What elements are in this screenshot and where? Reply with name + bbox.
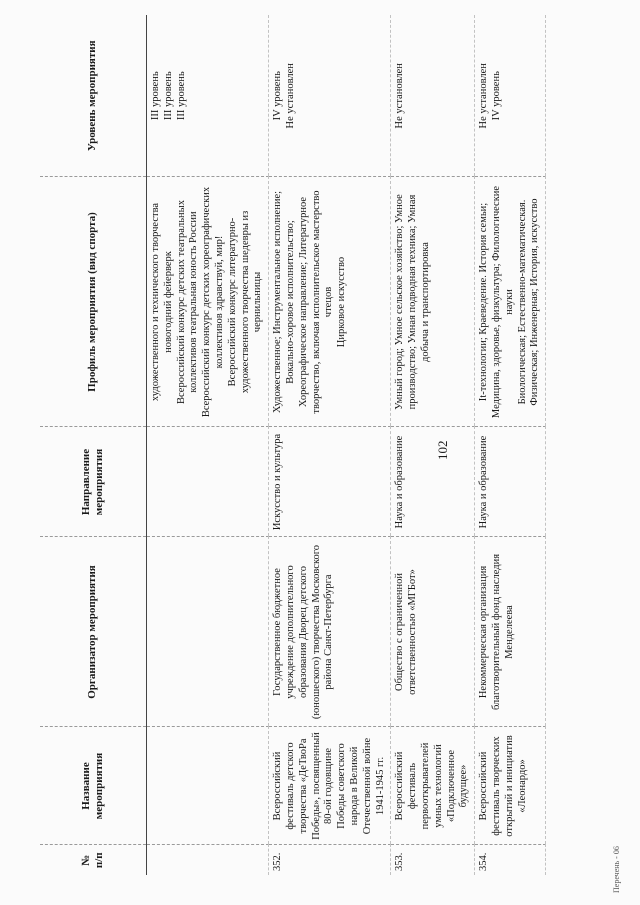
- cell-event-name: [147, 727, 269, 845]
- header-level: Уровень мероприятия: [40, 15, 147, 177]
- level-line: III уровень: [175, 71, 187, 121]
- profile-line: Цирковое искусство: [336, 256, 348, 348]
- level-line: III уровень: [150, 71, 161, 121]
- header-direction: Направление мероприятия: [40, 427, 147, 537]
- cell-level: [269, 15, 391, 177]
- cell-profile: [147, 177, 269, 427]
- table-row: [391, 15, 475, 875]
- table-row: [269, 15, 391, 875]
- profile-line: Всероссийский конкурс детских хореографических коллективов здравствуй, мир!: [201, 186, 225, 418]
- footer-note: Перечень - 06: [612, 846, 621, 893]
- profile-line: Всероссийский конкурс литературно-художественного творчества шедевры из чернильницы: [226, 210, 264, 394]
- cell-event-name: Всероссийский фестиваль первооткрывателей умных технологий «Подключенное будущее»: [391, 727, 475, 845]
- level-line: IV уровень: [272, 71, 284, 121]
- header-event-name: Название мероприятия: [40, 727, 147, 845]
- cell-organizer: Некоммерческая организация благотворительный фонд наследия Менделеева: [475, 537, 546, 727]
- cell-direction: Наука и образование: [391, 427, 475, 537]
- events-table: [40, 15, 546, 875]
- profile-line: Художественное; Инструментальное исполнение; Вокально-хоровое исполнительство; Хореографическое направление; Литературное творчество, включая исполнительское мастерство чтецов: [272, 190, 335, 414]
- level-line: III уровень: [162, 71, 174, 121]
- profile-line: Всероссийский конкурс детских театральных коллективов театральная юность России: [175, 200, 200, 404]
- cell-organizer: Общество с ограниченной ответственностью «МГБот»: [391, 537, 475, 727]
- cell-level: [391, 15, 475, 177]
- profile-line: Умный город; Умное сельское хозяйство; Умное производство; Умная подводная техника; Умная добыча и транспортировка: [394, 194, 431, 410]
- cell-number: [147, 845, 269, 875]
- cell-number: 352.: [269, 845, 391, 875]
- cell-direction: [147, 427, 269, 537]
- cell-organizer: Государственное бюджетное учреждение дополнительного образования Дворец детского (юношеского) творчества Московского района Санкт-Петербурга: [269, 537, 391, 727]
- cell-level: [147, 15, 269, 177]
- table-header-row: [40, 15, 147, 875]
- cell-profile: [475, 177, 546, 427]
- cell-profile: [269, 177, 391, 427]
- level-line: Не установлен: [284, 63, 296, 129]
- level-line: Не установлен: [394, 63, 406, 129]
- level-line: Не установлен: [478, 63, 490, 129]
- cell-event-name: Всероссийский фестиваль творческих открытий и инициатив «Леонардо»: [475, 727, 546, 845]
- page-number: 102: [435, 440, 450, 460]
- profile-line: Биологическая; Естественно-математическая. Физическая; Инженерная; История, искусство: [516, 198, 541, 406]
- cell-direction: Искусство и культура: [269, 427, 391, 537]
- header-number: № п/п: [40, 845, 147, 875]
- header-organizer: Организатор мероприятия: [40, 537, 147, 727]
- table-row-continued: [147, 15, 269, 875]
- cell-profile: [391, 177, 475, 427]
- cell-direction: Наука и образование: [475, 427, 546, 537]
- table-row: [475, 15, 546, 875]
- cell-event-name: Всероссийский фестиваль детского творчества «ДеТвоРа Победы», посвященный 80-ой годовщине Победы советского народа в Великой Отечественной войне 1941-1945 гг.: [269, 727, 391, 845]
- cell-level: [475, 15, 546, 177]
- header-profile: Профиль мероприятия (вид спорта): [40, 177, 147, 427]
- profile-line: художественного и технического творчества новогодний фейерверк: [150, 202, 174, 402]
- level-line: IV уровень: [490, 71, 502, 121]
- cell-number: 354.: [475, 845, 546, 875]
- cell-number: 353.: [391, 845, 475, 875]
- profile-line: It-технологии; Краеведение. История семьи; Медицина, здоровье, физкультура; Филологические науки: [478, 185, 515, 419]
- cell-organizer: [147, 537, 269, 727]
